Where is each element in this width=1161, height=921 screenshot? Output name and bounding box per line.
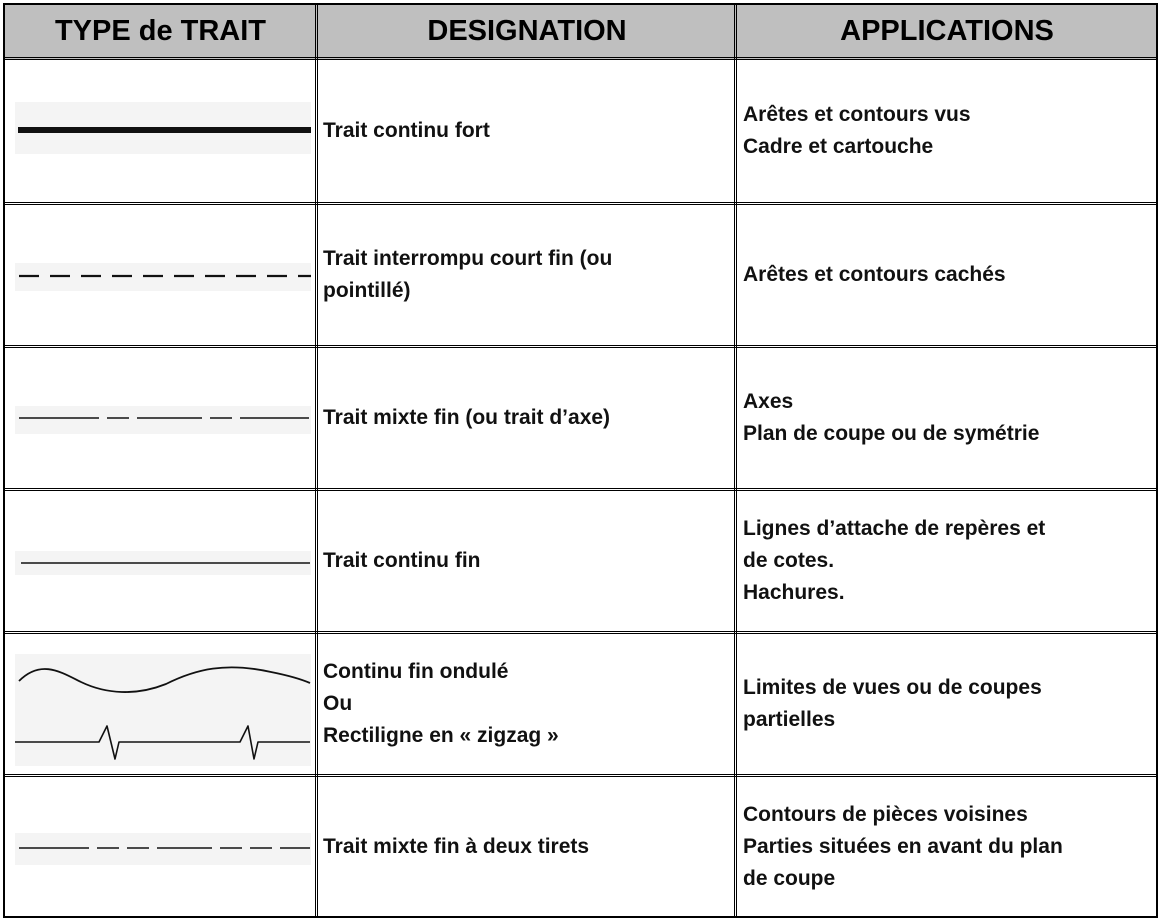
header-applications: APPLICATIONS (840, 14, 1054, 47)
designation-cell (323, 634, 733, 774)
wavy-zigzag-drawing (11, 634, 311, 777)
header-designation: DESIGNATION (427, 14, 627, 47)
designation-cell (323, 60, 733, 202)
table-row (5, 202, 1156, 345)
designation-text: Trait continu fort (323, 119, 490, 142)
application-text: Cadre et cartouche (743, 135, 934, 158)
designation-text: Trait interrompu court fin (ou (323, 247, 613, 270)
applications-cell (743, 634, 1143, 774)
column-divider (315, 5, 318, 916)
line-sample-dash-dot (11, 348, 311, 488)
table-header (5, 5, 1156, 60)
designation-text: Ou (323, 692, 353, 715)
designation-text: Continu fin ondulé (323, 660, 509, 683)
application-text: Plan de coupe ou de symétrie (743, 422, 1040, 445)
applications-cell (743, 348, 1143, 488)
line-sample-dashed (11, 205, 311, 345)
designation-cell (323, 348, 733, 488)
designation-text: Trait mixte fin à deux tirets (323, 834, 590, 858)
application-text: Arêtes et contours cachés (743, 263, 1006, 286)
application-text: Parties situées en avant du plan (743, 834, 1063, 858)
dash-double-dot-line-drawing (11, 777, 311, 919)
designation-cell (323, 205, 733, 345)
line-sample-continuous-thick (11, 60, 311, 202)
table-row (5, 774, 1156, 916)
designation-cell (323, 777, 733, 916)
table-row (5, 60, 1156, 202)
application-text: Lignes d’attache de repères et (743, 517, 1046, 540)
line-sample-wavy-zigzag (11, 634, 311, 774)
application-text: partielles (743, 708, 836, 731)
thin-line-drawing (11, 491, 311, 634)
table-row (5, 631, 1156, 774)
application-text: Axes (743, 390, 794, 413)
thick-line-drawing (11, 60, 311, 202)
table-row (5, 488, 1156, 631)
applications-cell (743, 491, 1143, 631)
designation-text: Rectiligne en « zigzag » (323, 724, 559, 747)
applications-cell (743, 205, 1143, 345)
application-text: de cotes. (743, 549, 835, 572)
designation-text: Trait mixte fin (ou trait d’axe) (323, 406, 611, 429)
application-text: Contours de pièces voisines (743, 802, 1028, 826)
table-row (5, 345, 1156, 488)
application-text: Arêtes et contours vus (743, 103, 971, 126)
line-types-table (3, 3, 1158, 918)
designation-text: Trait continu fin (323, 549, 481, 572)
column-divider (734, 5, 737, 916)
applications-cell (743, 60, 1143, 202)
dashed-line-drawing (11, 205, 311, 348)
application-text: Limites de vues ou de coupes (743, 676, 1042, 699)
applications-cell (743, 777, 1143, 916)
header-type: TYPE de TRAIT (54, 14, 267, 47)
designation-text: pointillé) (323, 279, 411, 302)
application-text: Hachures. (743, 581, 845, 604)
dash-dot-line-drawing (11, 348, 311, 491)
line-sample-dash-double-dot (11, 777, 311, 916)
designation-cell (323, 491, 733, 631)
line-sample-continuous-thin (11, 491, 311, 631)
application-text: de coupe (743, 866, 836, 890)
